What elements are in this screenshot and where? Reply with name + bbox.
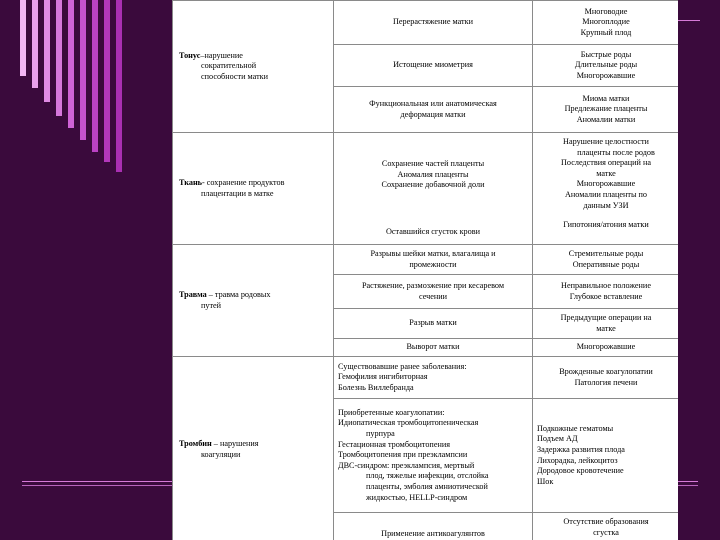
risk-text: Многорожавшие bbox=[576, 179, 636, 189]
category-trombin bbox=[173, 357, 334, 540]
risk-cell bbox=[533, 309, 679, 339]
cause-text: Гестационная тромбоцитопения bbox=[338, 439, 450, 449]
causes-table-sheet bbox=[172, 0, 678, 540]
risk-cell bbox=[533, 357, 679, 399]
cause-text: Приобретенные коагулопатии: bbox=[338, 407, 445, 417]
cause-cell bbox=[334, 45, 533, 87]
risk-text: Подъем АД bbox=[537, 434, 578, 444]
decorative-bars bbox=[0, 0, 200, 200]
cause-cell bbox=[334, 513, 533, 540]
risk-text: Задержка развития плода bbox=[537, 444, 625, 454]
cause-text: промежности bbox=[409, 259, 457, 269]
cause-cell bbox=[334, 339, 533, 357]
risk-text: Быстрые роды bbox=[580, 49, 632, 59]
table-row bbox=[173, 133, 679, 245]
risk-text: Многорожавшие bbox=[576, 70, 636, 80]
cause-text: Аномалия плаценты bbox=[397, 169, 469, 179]
category-text: –нарушение bbox=[200, 50, 243, 60]
cause-text: плод, тяжелые инфекции, отслойка bbox=[366, 471, 489, 481]
cause-cell bbox=[334, 1, 533, 45]
category-tkan bbox=[173, 133, 334, 245]
cause-text: Разрывы шейки матки, влагалища и bbox=[370, 248, 496, 258]
table-row bbox=[173, 245, 679, 275]
cause-cell bbox=[334, 133, 533, 245]
category-title: Травма bbox=[179, 289, 207, 299]
cause-cell bbox=[334, 309, 533, 339]
category-title: Ткань bbox=[179, 177, 202, 187]
causes-table bbox=[172, 0, 678, 540]
cause-text: Тромбоцитопения при преэклампсии bbox=[338, 450, 468, 460]
cause-text: Истощение миометрия bbox=[393, 60, 473, 70]
risk-cell bbox=[533, 339, 679, 357]
category-text: – нарушения bbox=[213, 438, 259, 448]
cause-text: Существовавшие ранее заболевания: bbox=[338, 361, 467, 371]
category-travma bbox=[173, 245, 334, 357]
category-text: - сохранение продуктов bbox=[202, 177, 285, 187]
cause-text: сечении bbox=[418, 291, 448, 301]
risk-text: Шок bbox=[537, 476, 554, 486]
cause-text: Гемофилия ингибиторная bbox=[338, 372, 428, 382]
risk-text: Лихорадка, лейкоцитоз bbox=[537, 455, 618, 465]
risk-text: Отсутствие образования bbox=[563, 516, 649, 526]
cause-text: Выворот матки bbox=[406, 342, 460, 352]
cause-text: жидкостью, HELLP-синдром bbox=[366, 492, 468, 502]
cause-cell bbox=[334, 399, 533, 513]
risk-text: Врожденные коагулопатии bbox=[559, 366, 653, 376]
risk-cell bbox=[533, 513, 679, 540]
cause-text: Болезнь Виллебранда bbox=[338, 382, 414, 392]
risk-text: Патология печени bbox=[574, 377, 638, 387]
category-tonus bbox=[173, 1, 334, 133]
cause-text: пурпура bbox=[366, 429, 395, 439]
risk-text: Стремительные роды bbox=[568, 248, 644, 258]
category-text: путей bbox=[201, 300, 222, 310]
risk-text: Многорожавшие bbox=[576, 342, 636, 352]
risk-text: матке bbox=[596, 168, 616, 178]
risk-text: Глубокое вставление bbox=[569, 291, 643, 301]
cause-cell bbox=[334, 87, 533, 133]
risk-text: Предлежание плаценты bbox=[564, 104, 648, 114]
risk-text: Длительные роды bbox=[574, 60, 638, 70]
risk-text: матке bbox=[596, 323, 616, 333]
risk-text: Крупный плод bbox=[580, 27, 632, 37]
cause-text: Сохранение частей плаценты bbox=[381, 159, 485, 168]
cause-text: плаценты, эмболия амниотической bbox=[366, 481, 488, 491]
risk-cell bbox=[533, 87, 679, 133]
cause-text: ДВС-синдром: преэклампсия, мертвый bbox=[338, 460, 475, 470]
category-title: Тонус bbox=[179, 50, 201, 60]
category-title: Тромбин bbox=[179, 438, 212, 448]
category-text: способности матки bbox=[201, 71, 269, 81]
table-row bbox=[173, 1, 679, 45]
risk-text: Оперативные роды bbox=[572, 259, 640, 269]
category-text: коагуляции bbox=[201, 449, 241, 459]
risk-text: Подкожные гематомы bbox=[537, 423, 614, 433]
cause-text: деформация матки bbox=[400, 109, 466, 119]
cause-text: Разрыв матки bbox=[409, 318, 457, 328]
risk-text: Нарушение целостности bbox=[563, 137, 649, 146]
cause-text: Сохранение добавочной доли bbox=[381, 180, 485, 190]
cause-cell bbox=[334, 245, 533, 275]
table-row bbox=[173, 357, 679, 399]
cause-cell bbox=[334, 357, 533, 399]
risk-cell bbox=[533, 133, 679, 245]
cause-text: Оставшийся сгусток крови bbox=[386, 226, 480, 236]
cause-text: Идиопатическая тромбоцитопеническая bbox=[338, 418, 479, 428]
risk-text: сгустка bbox=[593, 527, 619, 537]
risk-text: данным УЗИ bbox=[583, 200, 629, 210]
category-text: плацентации в матке bbox=[201, 188, 274, 198]
risk-text: плаценты после родов bbox=[577, 147, 655, 157]
risk-text: Неправильное положение bbox=[561, 280, 651, 290]
risk-cell bbox=[533, 1, 679, 45]
cause-text: Растяжение, размозжение при кесаревом bbox=[361, 280, 505, 290]
cause-cell bbox=[334, 275, 533, 309]
risk-cell bbox=[533, 45, 679, 87]
risk-text: Предыдущие операции на bbox=[560, 312, 652, 322]
category-text: – травма родовых bbox=[208, 289, 271, 299]
decorative-line-top bbox=[676, 20, 700, 21]
risk-cell bbox=[533, 245, 679, 275]
risk-text: Аномалии плаценты по bbox=[564, 189, 648, 199]
risk-text: Дородовое кровотечение bbox=[537, 466, 624, 476]
risk-text: Аномалии матки bbox=[576, 114, 636, 124]
risk-text: Последствия операций на bbox=[561, 158, 651, 168]
risk-cell bbox=[533, 399, 679, 513]
category-text: сократительной bbox=[201, 61, 257, 71]
risk-cell bbox=[533, 275, 679, 309]
risk-text: Многоплодие bbox=[582, 17, 630, 27]
cause-text: Перерастяжение матки bbox=[393, 17, 473, 27]
risk-text: Миома матки bbox=[582, 93, 630, 103]
cause-text: Применение антикоагулянтов bbox=[381, 529, 485, 539]
risk-text: Многоводие bbox=[584, 6, 628, 16]
cause-text: Функциональная или анатомическая bbox=[369, 98, 497, 108]
risk-text: Гипотония/атония матки bbox=[563, 220, 649, 230]
